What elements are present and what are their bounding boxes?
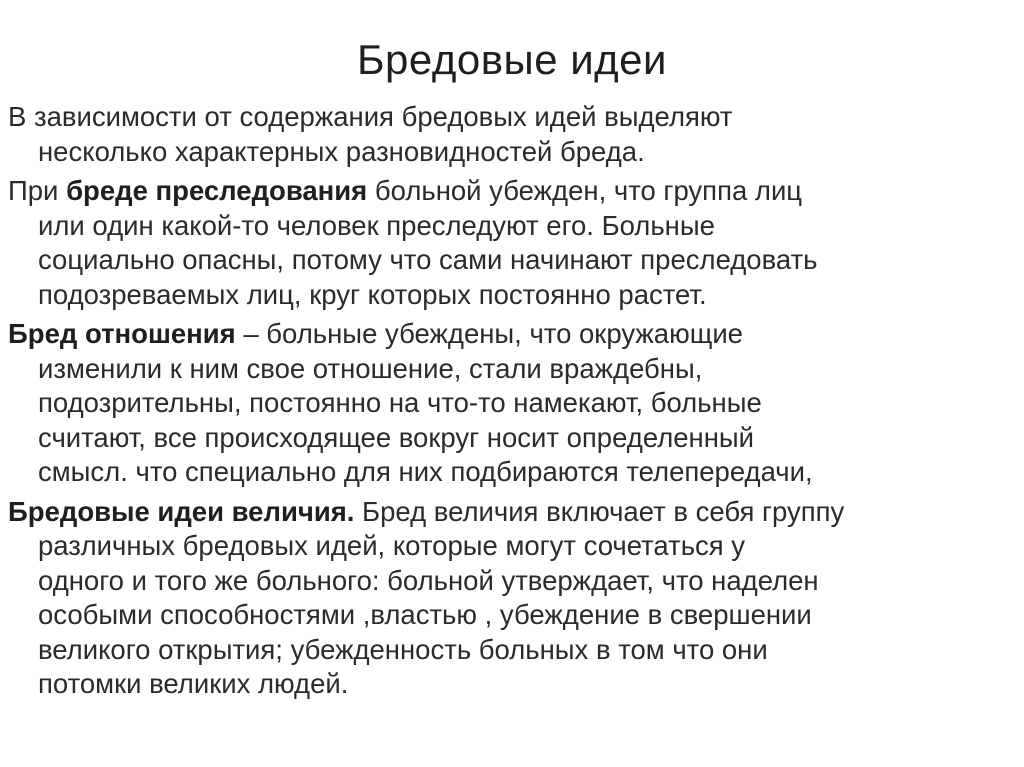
- text-line: особыми способностями ,властью , убеждение в свершении: [38, 599, 812, 630]
- text-line: смысл. что специально для них подбираются телепередачи,: [38, 456, 813, 487]
- text-line: считают, все происходящее вокруг носит определенный: [38, 421, 755, 453]
- text-line: великого открытия; убежденность больных в том что они: [38, 633, 768, 665]
- slide-title: Бредовые идеи: [356, 36, 668, 83]
- term-bold: Бред отношения: [8, 318, 236, 349]
- text-line: Бред отношения – больные убеждены, что окружающие: [8, 318, 743, 349]
- paragraph-intro: [8, 100, 1016, 169]
- text-line: потомки великих людей.: [38, 668, 349, 699]
- text-line: несколько характерных разновидностей бреда.: [38, 135, 645, 167]
- text-line: или один какой-то человек преследуют его. Больные: [38, 209, 715, 241]
- text-line: подозрительны, постоянно на что-то намекают, больные: [38, 387, 762, 418]
- text-line: одного и того же больного: больной утверждает, что наделен: [38, 564, 819, 596]
- text-line: различных бредовых идей, которые могут сочетаться у: [38, 530, 746, 561]
- text-line: социально опасны, потому что сами начинают преследовать: [38, 244, 818, 275]
- term-bold: бреде преследования: [66, 175, 368, 206]
- term-bold: Бредовые идеи величия.: [8, 495, 355, 527]
- text-line: подозреваемых лиц, круг которых постоянно растет.: [38, 278, 707, 310]
- text-line: Бредовые идеи величия. Бред величия включает в себя группу: [8, 495, 845, 527]
- paragraph-persecution: [8, 174, 1016, 312]
- text-line: изменили к ним свое отношение, стали враждебны,: [38, 352, 703, 384]
- paragraph-grandeur: [8, 495, 1016, 702]
- paragraph-relation: [8, 317, 1016, 490]
- slide-body: [8, 100, 1016, 707]
- text-line: В зависимости от содержания бредовых идей выделяют: [8, 101, 733, 132]
- text-line: При бреде преследования больной убежден, что группа лиц: [8, 175, 803, 206]
